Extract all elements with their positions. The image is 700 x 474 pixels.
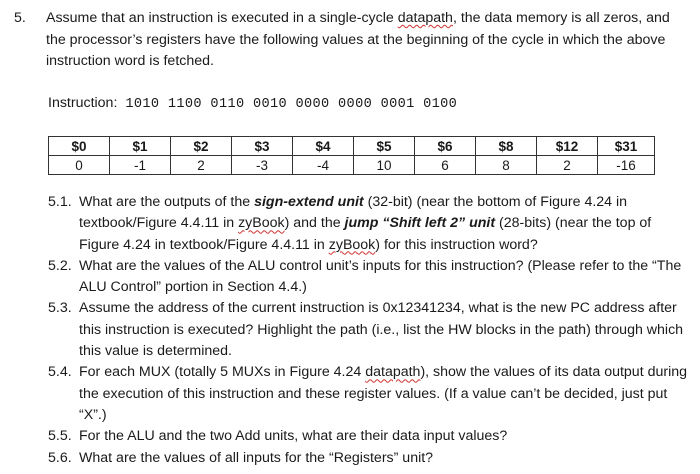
register-value: 0	[49, 156, 110, 175]
problem-intro	[46, 8, 676, 73]
question-5-2	[48, 256, 688, 299]
register-value: -1	[110, 156, 171, 175]
question-text-part: (32-bit) (near the bottom of Figure 4.24 in textbook/Figure 4.4.11 in	[79, 194, 628, 232]
question-number: 5.6.	[48, 449, 72, 466]
question-text: What are the values of all inputs for the “Registers” unit?	[79, 449, 434, 466]
question-text-part: ) for this instruction word?	[375, 236, 538, 253]
spellcheck-word-zybook: zyBook	[328, 236, 376, 253]
intro-text-part2: , the data memory is all zeros, and the processor’s registers have the following values at the beginning of the cycle in which the above instruction word is fetched.	[46, 10, 670, 69]
question-5-5	[48, 426, 688, 447]
register-value: 2	[537, 156, 598, 175]
register-name: $6	[415, 137, 476, 156]
question-text-part: (28-bits) (near the top of Figure 4.24 in textbook/Figure 4.4.11 in	[79, 215, 652, 253]
question-text-part: For each MUX (totally 5 MUXs in Figure 4.24	[79, 364, 366, 381]
question-5-6	[48, 448, 688, 469]
register-name: $4	[293, 137, 354, 156]
register-value: 10	[354, 156, 415, 175]
question-text: What are the values of the ALU control unit’s inputs for this instruction? (Please refer to the “The ALU Control” portion in Section 4.4.)	[79, 257, 682, 296]
question-5-1	[48, 192, 688, 256]
question-number: 5.3.	[48, 300, 72, 317]
question-text: For the ALU and the two Add units, what are their data input values?	[79, 428, 508, 445]
register-header-row	[49, 137, 655, 156]
register-value: -3	[232, 156, 293, 175]
register-name: $2	[171, 137, 232, 156]
register-value: 2	[171, 156, 232, 175]
question-text: Assume the address of the current instruction is 0x12341234, what is the new PC address after this instruction is executed? Highlight the path (i.e., list the HW blocks in the path) through which this value is determined.	[79, 300, 684, 360]
register-value: -4	[293, 156, 354, 175]
register-name: $12	[537, 137, 598, 156]
spellcheck-word-datapath: datapath	[397, 10, 453, 26]
register-value: 6	[415, 156, 476, 175]
register-name: $0	[49, 137, 110, 156]
register-name: $3	[232, 137, 293, 156]
question-text-part: What are the outputs of the	[79, 194, 255, 210]
question-number: 5.5.	[48, 428, 72, 445]
instruction-bits: 1010 1100 0110 0010 0000 0000 0001 0100	[125, 97, 458, 112]
instruction-label: Instruction:	[48, 95, 118, 111]
spellcheck-word-datapath: datapath	[365, 364, 421, 381]
emphasis-sign-extend-unit: sign-extend unit	[254, 194, 364, 210]
register-name: $31	[598, 137, 655, 156]
register-name: $8	[476, 137, 537, 156]
problem-statement	[14, 8, 690, 73]
emphasis-jump-shift-unit: jump “Shift left 2” unit	[344, 215, 496, 232]
problem-number: 5.	[14, 10, 26, 26]
register-value-row	[49, 156, 655, 175]
register-name: $5	[354, 137, 415, 156]
register-name: $1	[110, 137, 171, 156]
question-number: 5.4.	[48, 364, 72, 381]
question-text	[79, 192, 688, 256]
register-value: 8	[476, 156, 537, 175]
question-number: 5.1.	[48, 194, 72, 210]
question-text	[79, 362, 688, 426]
question-5-4	[48, 362, 688, 426]
problem-header	[14, 8, 690, 73]
question-list	[48, 192, 688, 469]
intro-text-part1: Assume that an instruction is executed in a single-cycle	[46, 10, 398, 26]
register-table	[48, 136, 655, 175]
question-5-3	[48, 298, 688, 362]
question-text-part: ), show the values of its data output during the execution of this instruction and these register values. (If a value can’t be decided, just put “X”.)	[79, 364, 688, 423]
register-value: -16	[598, 156, 655, 175]
spellcheck-word-zybook: zyBook	[238, 215, 285, 232]
question-text-part: ) and the	[284, 215, 345, 232]
question-number: 5.2.	[48, 257, 72, 274]
instruction-line	[48, 95, 457, 112]
